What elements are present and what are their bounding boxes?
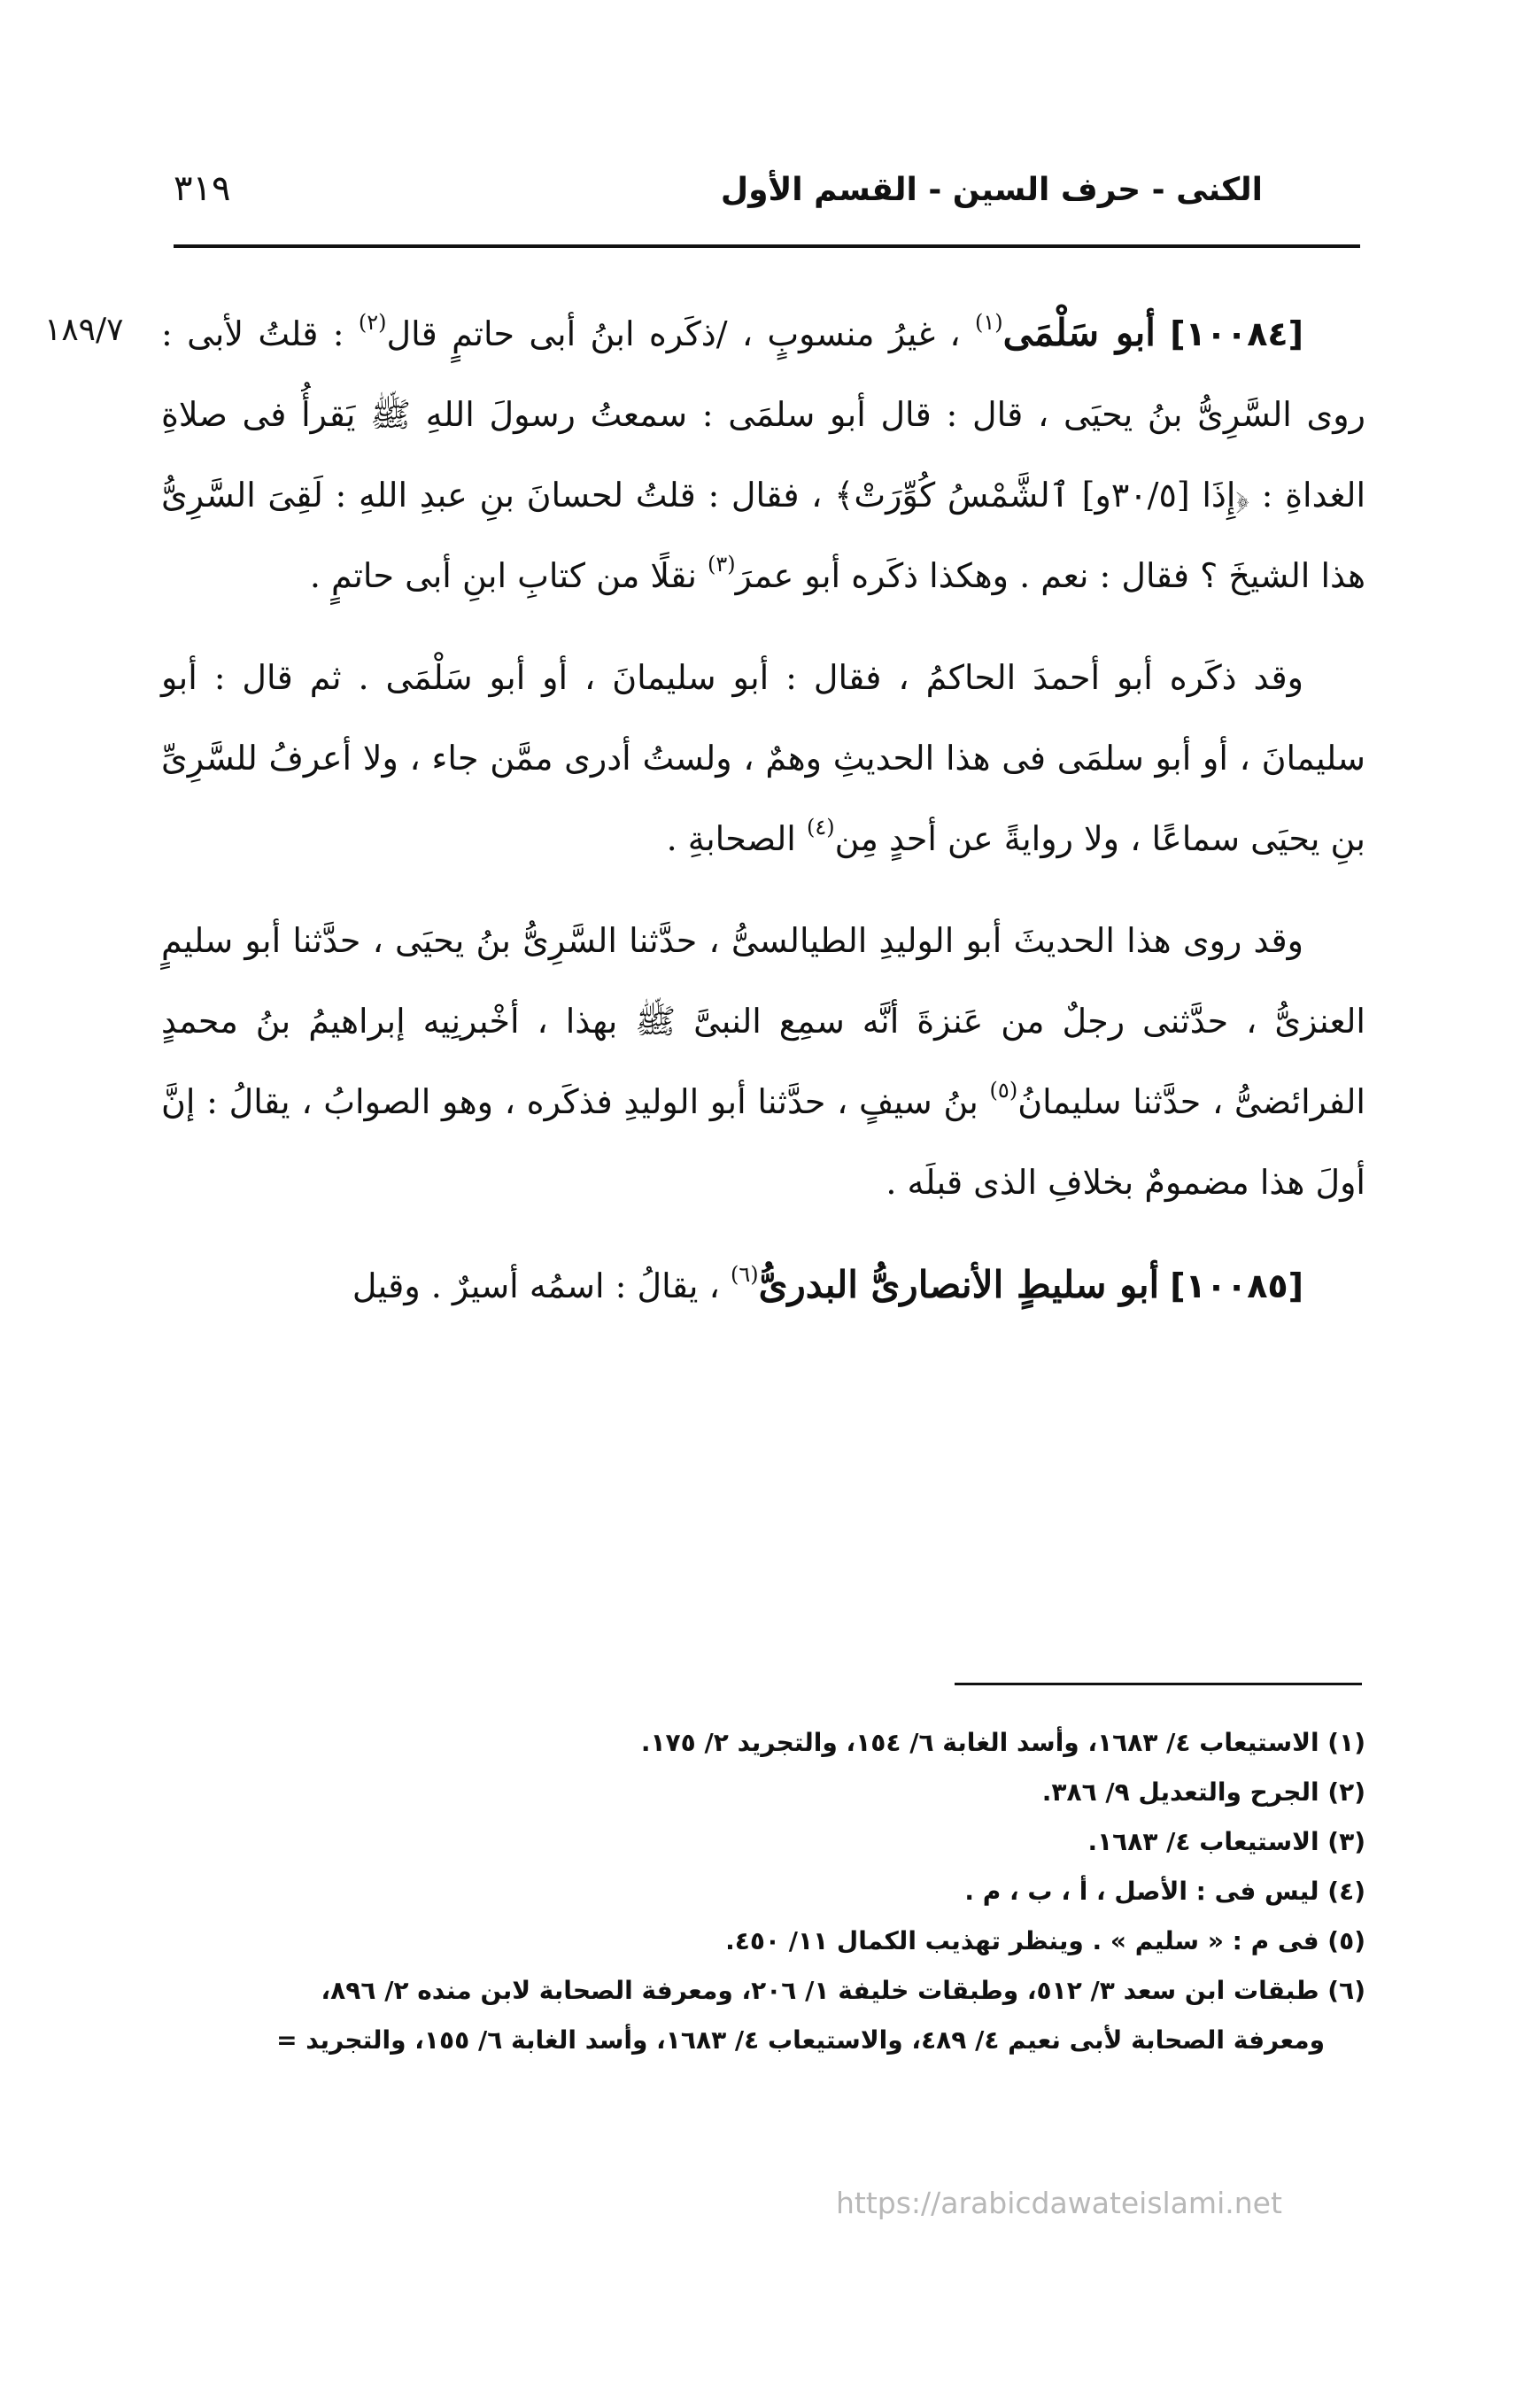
- entry-10085-paragraph: [161, 1244, 1365, 1327]
- footnote-marker[interactable]: (٦): [730, 1262, 759, 1287]
- footnote-4: (٤) ليس فى : الأصل ، أ ، ب ، م .: [964, 1877, 1365, 1906]
- entry-10084-paragraph-3: [161, 901, 1365, 1223]
- watermark-url: https://arabicdawateislami.net: [836, 2186, 1282, 2220]
- entry-text: نقلًا من كتابِ ابنِ أبى حاتمٍ .: [309, 556, 697, 595]
- running-header: [174, 161, 1360, 225]
- entry-text: ، يقالُ : اسمُه أسيرٌ . وقيل: [352, 1266, 720, 1305]
- entry-text: ، غيرُ منسوبٍ ، /ذكَره ابنُ أبى حاتمٍ قال: [386, 314, 961, 353]
- entry-text: الصحابةِ .: [666, 819, 796, 858]
- entry-text: بنُ سيفٍ ، حدَّثنا أبو الوليدِ فذكَره ، وهو الصوابُ ، يقالُ : إنَّ أولَ هذا مضمومٌ بخلافِ الذى قبلَه .: [161, 1082, 1365, 1202]
- footnote-divider: [955, 1683, 1362, 1685]
- footnote-1: (١) الاستيعاب ٤/ ١٦٨٣، وأسد الغابة ٦/ ١٥٤، والتجريد ٢/ ١٧٥.: [640, 1728, 1365, 1757]
- main-text: [161, 292, 1365, 1348]
- footnote-marker[interactable]: (٤): [806, 815, 835, 840]
- footnote-6-continued: ومعرفة الصحابة لأبى نعيم ٤/ ٤٨٩، والاستيعاب ٤/ ١٦٨٣، وأسد الغابة ٦/ ١٥٥، والتجريد =: [276, 2025, 1325, 2055]
- footnote-marker[interactable]: (٢): [358, 310, 387, 335]
- running-header-title: الكنى - حرف السين - القسم الأول: [720, 172, 1263, 208]
- entry-name: أبو سَلْمَى: [1002, 311, 1156, 354]
- footnote-marker[interactable]: (١): [975, 310, 1003, 335]
- entry-text: وقد روى هذا الحديثَ أبو الوليدِ الطيالسىُّ ، حدَّثنا السَّرِىُّ بنُ يحيَى ، حدَّثنا أبو سليمٍ العنزىُّ ، حدَّثنى رجلٌ من عَنزةَ أنَّه سمِع النبىَّ ﷺ بهذا ، أخْبرنِيه إبراهيمُ بنُ محمدٍ الفرائضىُّ ، حدَّثنا سليمانُ: [161, 921, 1365, 1121]
- entry-text: : قلتُ لأبى : روى السَّرِىُّ بنُ يحيَى ، قال : قال أبو سلمَى : سمعتُ رسولَ اللهِ ﷺ يَقرأُ فى صلاةِ الغداةِ : ﴿إِذَا [٣٠/٥و] ٱلشَّمْسُ كُوِّرَتْ﴾ ، فقال : قلتُ لحسانَ بنِ عبدِ اللهِ : لَقِىَ السَّرِىُّ هذا الشيخَ ؟ فقال : نعم . وهكذا ذكَره أبو عمرَ: [161, 314, 1366, 595]
- page-number: ٣١٩: [174, 168, 231, 209]
- entry-name: أبو سليطٍ الأنصارىُّ البدرىُّ: [758, 1263, 1160, 1306]
- marginal-volume-reference: ١٨٩/٧: [44, 312, 124, 348]
- footnote-marker[interactable]: (٣): [708, 552, 736, 577]
- entry-text: وقد ذكَره أبو أحمدَ الحاكمُ ، فقال : أبو سليمانَ ، أو أبو سَلْمَى . ثم قال : أبو سليمانَ ، أو أبو سلمَى فى هذا الحديثِ وهمٌ ، ولستُ أدرى ممَّن جاء ، ولا أعرفُ للسَّرِىِّ بنِ يحيَى سماعًا ، ولا روايةً عن أحدٍ مِن: [161, 658, 1365, 858]
- footnote-5: (٥) فى م : « سليم » . وينظر تهذيب الكمال ١١/ ٤٥٠.: [725, 1926, 1365, 1955]
- entry-number: [١٠٠٨٥]: [1170, 1266, 1303, 1305]
- footnote-marker[interactable]: (٥): [989, 1078, 1018, 1103]
- footnote-6: (٦) طبقات ابن سعد ٣/ ٥١٢، وطبقات خليفة ١/ ٢٠٦، ومعرفة الصحابة لابن منده ٢/ ٨٩٦،: [321, 1976, 1365, 2005]
- entry-10084-paragraph-2: [161, 638, 1365, 879]
- header-divider: [174, 244, 1360, 248]
- entry-number: [١٠٠٨٤]: [1170, 314, 1303, 353]
- footnote-2: (٢) الجرح والتعديل ٩/ ٣٨٦.: [1041, 1777, 1365, 1807]
- footnotes: [161, 1718, 1365, 2065]
- footnote-3: (٣) الاستيعاب ٤/ ١٦٨٣.: [1087, 1827, 1365, 1856]
- entry-10084-paragraph: [161, 292, 1365, 616]
